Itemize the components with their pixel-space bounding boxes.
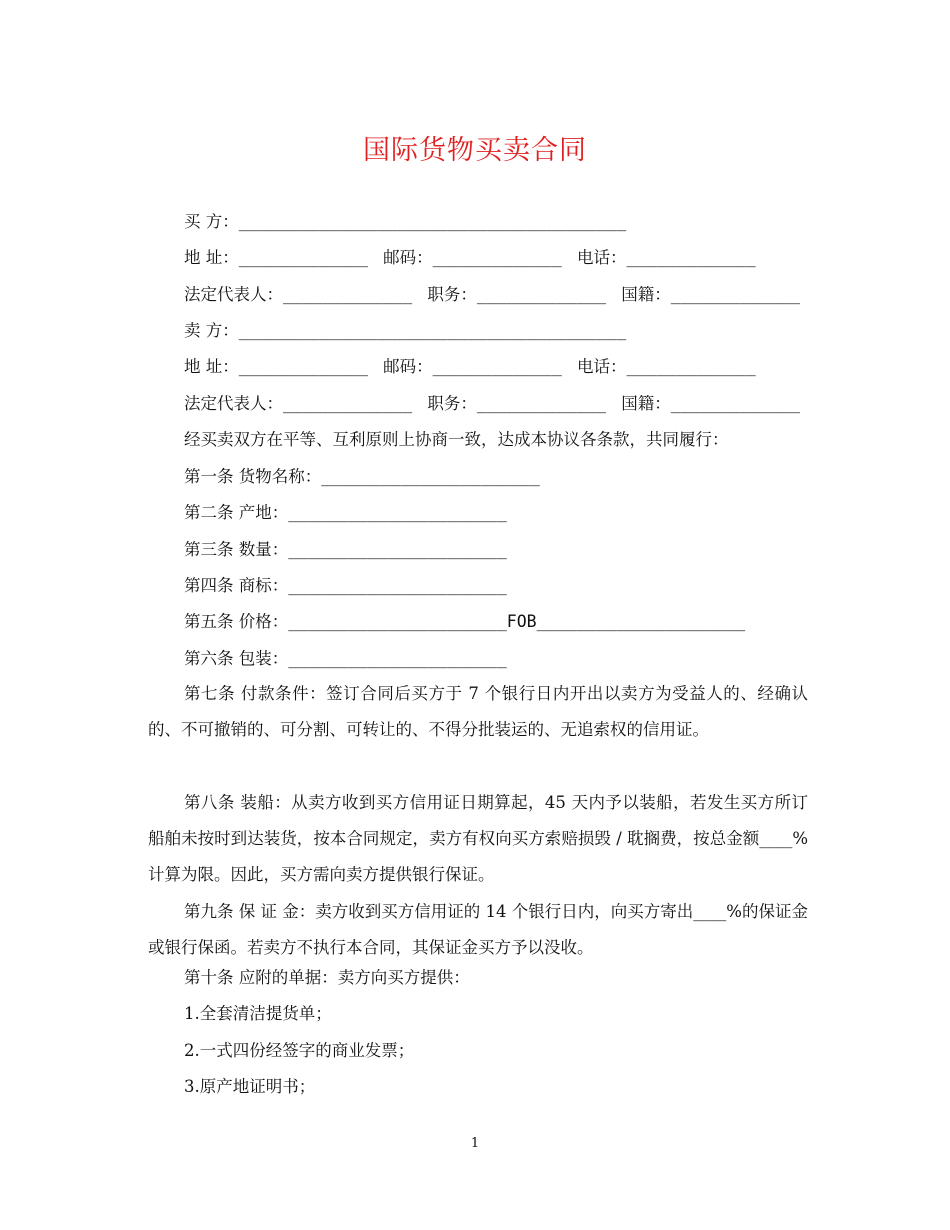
seller-rep-line bbox=[184, 393, 800, 415]
buyer-rep-label: 法定代表人： bbox=[184, 285, 283, 304]
seller-party-line bbox=[184, 320, 626, 342]
buyer-phone-blank: _____________ bbox=[626, 248, 756, 267]
article-5-blank: ______________________FOB_____________________ bbox=[288, 612, 746, 631]
article-5-label: 第五条 价格： bbox=[184, 612, 289, 631]
seller-zip-label: 邮码： bbox=[383, 357, 433, 376]
article-9: 第九条 保 证 金：卖方收到买方信用证的 14 个银行日内，向买方寄出____%的保证金或银行保函。若卖方不执行本合同，其保证金买方予以没收。 bbox=[148, 902, 808, 957]
buyer-nation-label: 国籍： bbox=[621, 285, 671, 304]
article-4 bbox=[184, 575, 507, 597]
article-3-blank: ______________________ bbox=[288, 540, 507, 559]
seller-rep-blank: _____________ bbox=[283, 394, 413, 413]
intro-text: 经买卖双方在平等、互利原则上协商一致，达成本协议各条款，共同履行： bbox=[184, 430, 729, 449]
seller-phone-blank: _____________ bbox=[626, 357, 756, 376]
seller-title-label: 职务： bbox=[427, 394, 477, 413]
buyer-title-label: 职务： bbox=[427, 285, 477, 304]
buyer-nation-blank: _____________ bbox=[670, 285, 800, 304]
buyer-rep-line bbox=[184, 284, 800, 306]
buyer-phone-label: 电话： bbox=[577, 248, 627, 267]
article-2-blank: ______________________ bbox=[288, 503, 507, 522]
seller-address-label: 地 址： bbox=[184, 357, 239, 376]
article-6 bbox=[184, 648, 507, 670]
article-4-label: 第四条 商标： bbox=[184, 576, 289, 595]
article-8: 第八条 装船：从卖方收到买方信用证日期算起，45 天内予以装船，若发生买方所订船舶未按时到达装货，按本合同规定，卖方有权向买方索赔损毁 / 耽搁费，按总金额____%计算为限。因此，买方需向卖方提供银行保证。 bbox=[148, 793, 808, 884]
document-title: 国际货物买卖合同 bbox=[363, 135, 587, 166]
buyer-party-label: 买 方： bbox=[184, 212, 239, 231]
buyer-party-blank: _______________________________________ bbox=[238, 212, 627, 231]
buyer-rep-blank: _____________ bbox=[283, 285, 413, 304]
article-5 bbox=[184, 611, 745, 633]
document-item-1: 1.全套清洁提货单； bbox=[184, 1004, 332, 1023]
article-4-blank: ______________________ bbox=[288, 576, 507, 595]
article-10: 第十条 应附的单据：卖方向买方提供： bbox=[184, 968, 470, 987]
article-1 bbox=[184, 466, 540, 488]
buyer-zip-blank: _____________ bbox=[432, 248, 562, 267]
seller-party-label: 卖 方： bbox=[184, 321, 239, 340]
buyer-address-label: 地 址： bbox=[184, 248, 239, 267]
seller-title-blank: _____________ bbox=[476, 394, 607, 413]
article-2 bbox=[184, 502, 507, 524]
seller-address-line bbox=[184, 356, 756, 378]
article-6-blank: ______________________ bbox=[288, 649, 507, 668]
buyer-party-line bbox=[184, 211, 626, 233]
article-7: 第七条 付款条件：签订合同后买方于 7 个银行日内开出以卖方为受益人的、经确认的、不可撤销的、可分割、可转让的、不得分批装运的、无追索权的信用证。 bbox=[148, 684, 808, 739]
buyer-address-line bbox=[184, 247, 756, 269]
seller-address-blank: _____________ bbox=[238, 357, 368, 376]
article-1-blank: ______________________ bbox=[321, 467, 540, 486]
buyer-title-blank: _____________ bbox=[476, 285, 607, 304]
seller-party-blank: _______________________________________ bbox=[238, 321, 627, 340]
article-1-label: 第一条 货物名称： bbox=[184, 467, 322, 486]
article-3 bbox=[184, 539, 507, 561]
seller-nation-label: 国籍： bbox=[621, 394, 671, 413]
document-item-3: 3.原产地证明书； bbox=[184, 1077, 316, 1096]
seller-zip-blank: _____________ bbox=[432, 357, 562, 376]
article-2-label: 第二条 产地： bbox=[184, 503, 289, 522]
document-item-2: 2.一式四份经签字的商业发票； bbox=[184, 1041, 415, 1060]
buyer-address-blank: _____________ bbox=[238, 248, 368, 267]
seller-nation-blank: _____________ bbox=[670, 394, 800, 413]
article-6-label: 第六条 包装： bbox=[184, 649, 289, 668]
buyer-zip-label: 邮码： bbox=[383, 248, 433, 267]
page-number: 1 bbox=[470, 1136, 480, 1151]
seller-rep-label: 法定代表人： bbox=[184, 394, 283, 413]
seller-phone-label: 电话： bbox=[577, 357, 627, 376]
article-3-label: 第三条 数量： bbox=[184, 540, 289, 559]
